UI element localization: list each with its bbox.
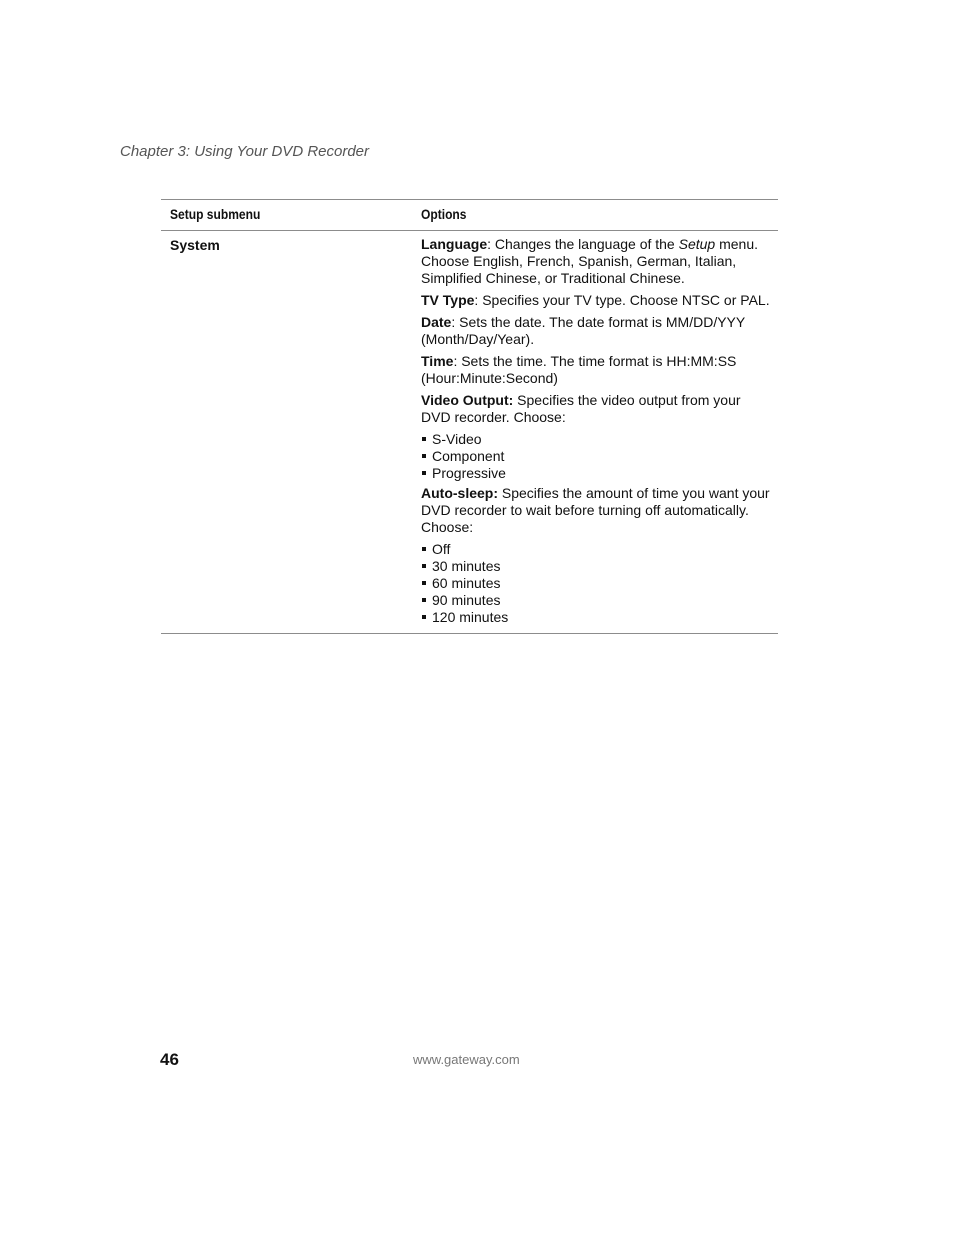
option-video-output — [421, 392, 773, 426]
option-video-output-text: Specifies the video output from your DVD recorder. Choose: — [421, 392, 741, 425]
list-item: 30 minutes — [421, 558, 773, 575]
option-language-text-a: : Changes the language of the — [487, 236, 679, 252]
option-auto-sleep — [421, 485, 773, 536]
option-date-text: : Sets the date. The date format is MM/DD/YYY (Month/Day/Year). — [421, 314, 745, 347]
table-row-system — [161, 231, 778, 633]
option-time — [421, 353, 773, 387]
submenu-name: System — [170, 237, 220, 253]
video-output-choices — [421, 431, 773, 482]
auto-sleep-choices — [421, 541, 773, 626]
list-item: 120 minutes — [421, 609, 773, 626]
option-date — [421, 314, 773, 348]
list-item: 90 minutes — [421, 592, 773, 609]
option-auto-sleep-text: Specifies the amount of time you want your DVD recorder to wait before turning off automatically. Choose: — [421, 485, 770, 535]
list-item: Off — [421, 541, 773, 558]
option-tv-type-text: : Specifies your TV type. Choose NTSC or PAL. — [474, 292, 770, 308]
option-time-text: : Sets the time. The time format is HH:MM:SS (Hour:Minute:Second) — [421, 353, 737, 386]
option-language-title: Language — [421, 236, 488, 252]
option-time-title: Time — [421, 353, 454, 369]
list-item: 60 minutes — [421, 575, 773, 592]
option-language — [421, 236, 773, 287]
option-language-text-b: menu. Choose English, French, Spanish, German, Italian, Simplified Chinese, or Traditional Chinese. — [421, 236, 759, 286]
option-date-title: Date — [421, 314, 452, 330]
setup-options-table — [161, 199, 778, 634]
option-tv-type — [421, 292, 773, 309]
list-item: Progressive — [421, 465, 773, 482]
page-number: 46 — [160, 1050, 179, 1069]
option-video-output-title: Video Output: — [421, 392, 514, 408]
chapter-header: Chapter 3: Using Your DVD Recorder — [120, 143, 370, 160]
option-language-setup-word: Setup — [678, 236, 716, 252]
list-item: S-Video — [421, 431, 773, 448]
table-header-row — [161, 200, 778, 230]
option-auto-sleep-title: Auto-sleep: — [421, 485, 498, 501]
option-tv-type-title: TV Type — [421, 292, 475, 308]
options-cell — [421, 236, 773, 629]
table-bottom-rule — [161, 633, 778, 634]
footer-url: www.gateway.com — [413, 1052, 520, 1067]
column-header-setup-submenu: Setup submenu — [170, 206, 261, 222]
list-item: Component — [421, 448, 773, 465]
column-header-options: Options — [421, 206, 467, 222]
